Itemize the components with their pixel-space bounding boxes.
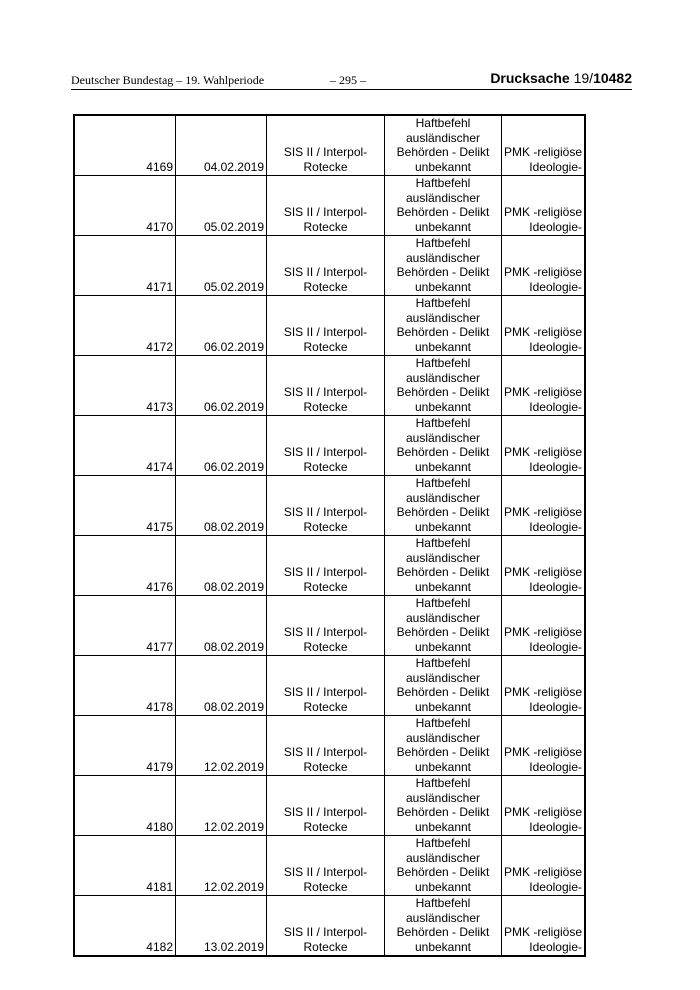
table-row <box>74 115 585 176</box>
offense-cell: Haftbefehl ausländischer Behörden - Delikt unbekannt <box>385 596 502 656</box>
document-number-prefix: 19/ <box>573 70 594 86</box>
offense-cell: Haftbefehl ausländischer Behörden - Delikt unbekannt <box>385 476 502 536</box>
row-number-cell: 4173 <box>74 356 176 416</box>
document-number-main: 10482 <box>593 70 632 86</box>
row-number-cell: 4181 <box>74 836 176 896</box>
table-row <box>74 236 585 296</box>
row-number-cell: 4178 <box>74 656 176 716</box>
table-row <box>74 596 585 656</box>
row-number-cell: 4174 <box>74 416 176 476</box>
row-number-cell: 4170 <box>74 176 176 236</box>
category-cell: PMK -religiöse Ideologie- <box>502 716 586 776</box>
date-cell: 06.02.2019 <box>176 356 267 416</box>
date-cell: 05.02.2019 <box>176 176 267 236</box>
category-cell: PMK -religiöse Ideologie- <box>502 356 586 416</box>
table-row <box>74 656 585 716</box>
category-cell: PMK -religiöse Ideologie- <box>502 656 586 716</box>
date-cell: 06.02.2019 <box>176 296 267 356</box>
category-cell: PMK -religiöse Ideologie- <box>502 596 586 656</box>
source-cell: SIS II / Interpol- Rotecke <box>267 296 385 356</box>
date-cell: 04.02.2019 <box>176 115 267 176</box>
category-cell: PMK -religiöse Ideologie- <box>502 896 586 957</box>
date-cell: 12.02.2019 <box>176 836 267 896</box>
date-cell: 08.02.2019 <box>176 536 267 596</box>
row-number-cell: 4182 <box>74 896 176 957</box>
table-row <box>74 416 585 476</box>
data-table-body <box>74 115 585 956</box>
row-number-cell: 4176 <box>74 536 176 596</box>
source-cell: SIS II / Interpol- Rotecke <box>267 176 385 236</box>
category-cell: PMK -religiöse Ideologie- <box>502 836 586 896</box>
date-cell: 05.02.2019 <box>176 236 267 296</box>
document-number <box>490 70 632 86</box>
source-cell: SIS II / Interpol- Rotecke <box>267 416 385 476</box>
table-row <box>74 776 585 836</box>
table-row <box>74 176 585 236</box>
date-cell: 06.02.2019 <box>176 416 267 476</box>
date-cell: 08.02.2019 <box>176 656 267 716</box>
row-number-cell: 4172 <box>74 296 176 356</box>
header-rule <box>71 89 632 90</box>
data-table <box>73 114 586 957</box>
source-cell: SIS II / Interpol- Rotecke <box>267 776 385 836</box>
table-row <box>74 476 585 536</box>
page-header <box>71 70 632 90</box>
source-cell: SIS II / Interpol- Rotecke <box>267 716 385 776</box>
offense-cell: Haftbefehl ausländischer Behörden - Delikt unbekannt <box>385 656 502 716</box>
document-label: Drucksache <box>490 70 570 86</box>
source-cell: SIS II / Interpol- Rotecke <box>267 536 385 596</box>
date-cell: 13.02.2019 <box>176 896 267 957</box>
category-cell: PMK -religiöse Ideologie- <box>502 176 586 236</box>
row-number-cell: 4171 <box>74 236 176 296</box>
category-cell: PMK -religiöse Ideologie- <box>502 416 586 476</box>
source-cell: SIS II / Interpol- Rotecke <box>267 476 385 536</box>
date-cell: 08.02.2019 <box>176 476 267 536</box>
table-row <box>74 296 585 356</box>
source-cell: SIS II / Interpol- Rotecke <box>267 896 385 957</box>
category-cell: PMK -religiöse Ideologie- <box>502 476 586 536</box>
date-cell: 12.02.2019 <box>176 776 267 836</box>
category-cell: PMK -religiöse Ideologie- <box>502 776 586 836</box>
row-number-cell: 4179 <box>74 716 176 776</box>
category-cell: PMK -religiöse Ideologie- <box>502 115 586 176</box>
date-cell: 08.02.2019 <box>176 596 267 656</box>
source-cell: SIS II / Interpol- Rotecke <box>267 356 385 416</box>
table-row <box>74 356 585 416</box>
row-number-cell: 4180 <box>74 776 176 836</box>
row-number-cell: 4169 <box>74 115 176 176</box>
offense-cell: Haftbefehl ausländischer Behörden - Delikt unbekannt <box>385 836 502 896</box>
category-cell: PMK -religiöse Ideologie- <box>502 296 586 356</box>
table-row <box>74 716 585 776</box>
offense-cell: Haftbefehl ausländischer Behörden - Delikt unbekannt <box>385 776 502 836</box>
offense-cell: Haftbefehl ausländischer Behörden - Delikt unbekannt <box>385 416 502 476</box>
row-number-cell: 4175 <box>74 476 176 536</box>
offense-cell: Haftbefehl ausländischer Behörden - Delikt unbekannt <box>385 236 502 296</box>
offense-cell: Haftbefehl ausländischer Behörden - Delikt unbekannt <box>385 536 502 596</box>
page-number: – 295 – <box>330 73 366 87</box>
offense-cell: Haftbefehl ausländischer Behörden - Delikt unbekannt <box>385 716 502 776</box>
table-row <box>74 896 585 957</box>
source-cell: SIS II / Interpol- Rotecke <box>267 596 385 656</box>
source-cell: SIS II / Interpol- Rotecke <box>267 115 385 176</box>
offense-cell: Haftbefehl ausländischer Behörden - Delikt unbekannt <box>385 115 502 176</box>
source-cell: SIS II / Interpol- Rotecke <box>267 836 385 896</box>
category-cell: PMK -religiöse Ideologie- <box>502 536 586 596</box>
source-cell: SIS II / Interpol- Rotecke <box>267 236 385 296</box>
offense-cell: Haftbefehl ausländischer Behörden - Delikt unbekannt <box>385 356 502 416</box>
parliament-period: Deutscher Bundestag – 19. Wahlperiode <box>71 73 265 87</box>
category-cell: PMK -religiöse Ideologie- <box>502 236 586 296</box>
table-row <box>74 536 585 596</box>
row-number-cell: 4177 <box>74 596 176 656</box>
offense-cell: Haftbefehl ausländischer Behörden - Delikt unbekannt <box>385 296 502 356</box>
table-row <box>74 836 585 896</box>
date-cell: 12.02.2019 <box>176 716 267 776</box>
offense-cell: Haftbefehl ausländischer Behörden - Delikt unbekannt <box>385 896 502 957</box>
source-cell: SIS II / Interpol- Rotecke <box>267 656 385 716</box>
offense-cell: Haftbefehl ausländischer Behörden - Delikt unbekannt <box>385 176 502 236</box>
